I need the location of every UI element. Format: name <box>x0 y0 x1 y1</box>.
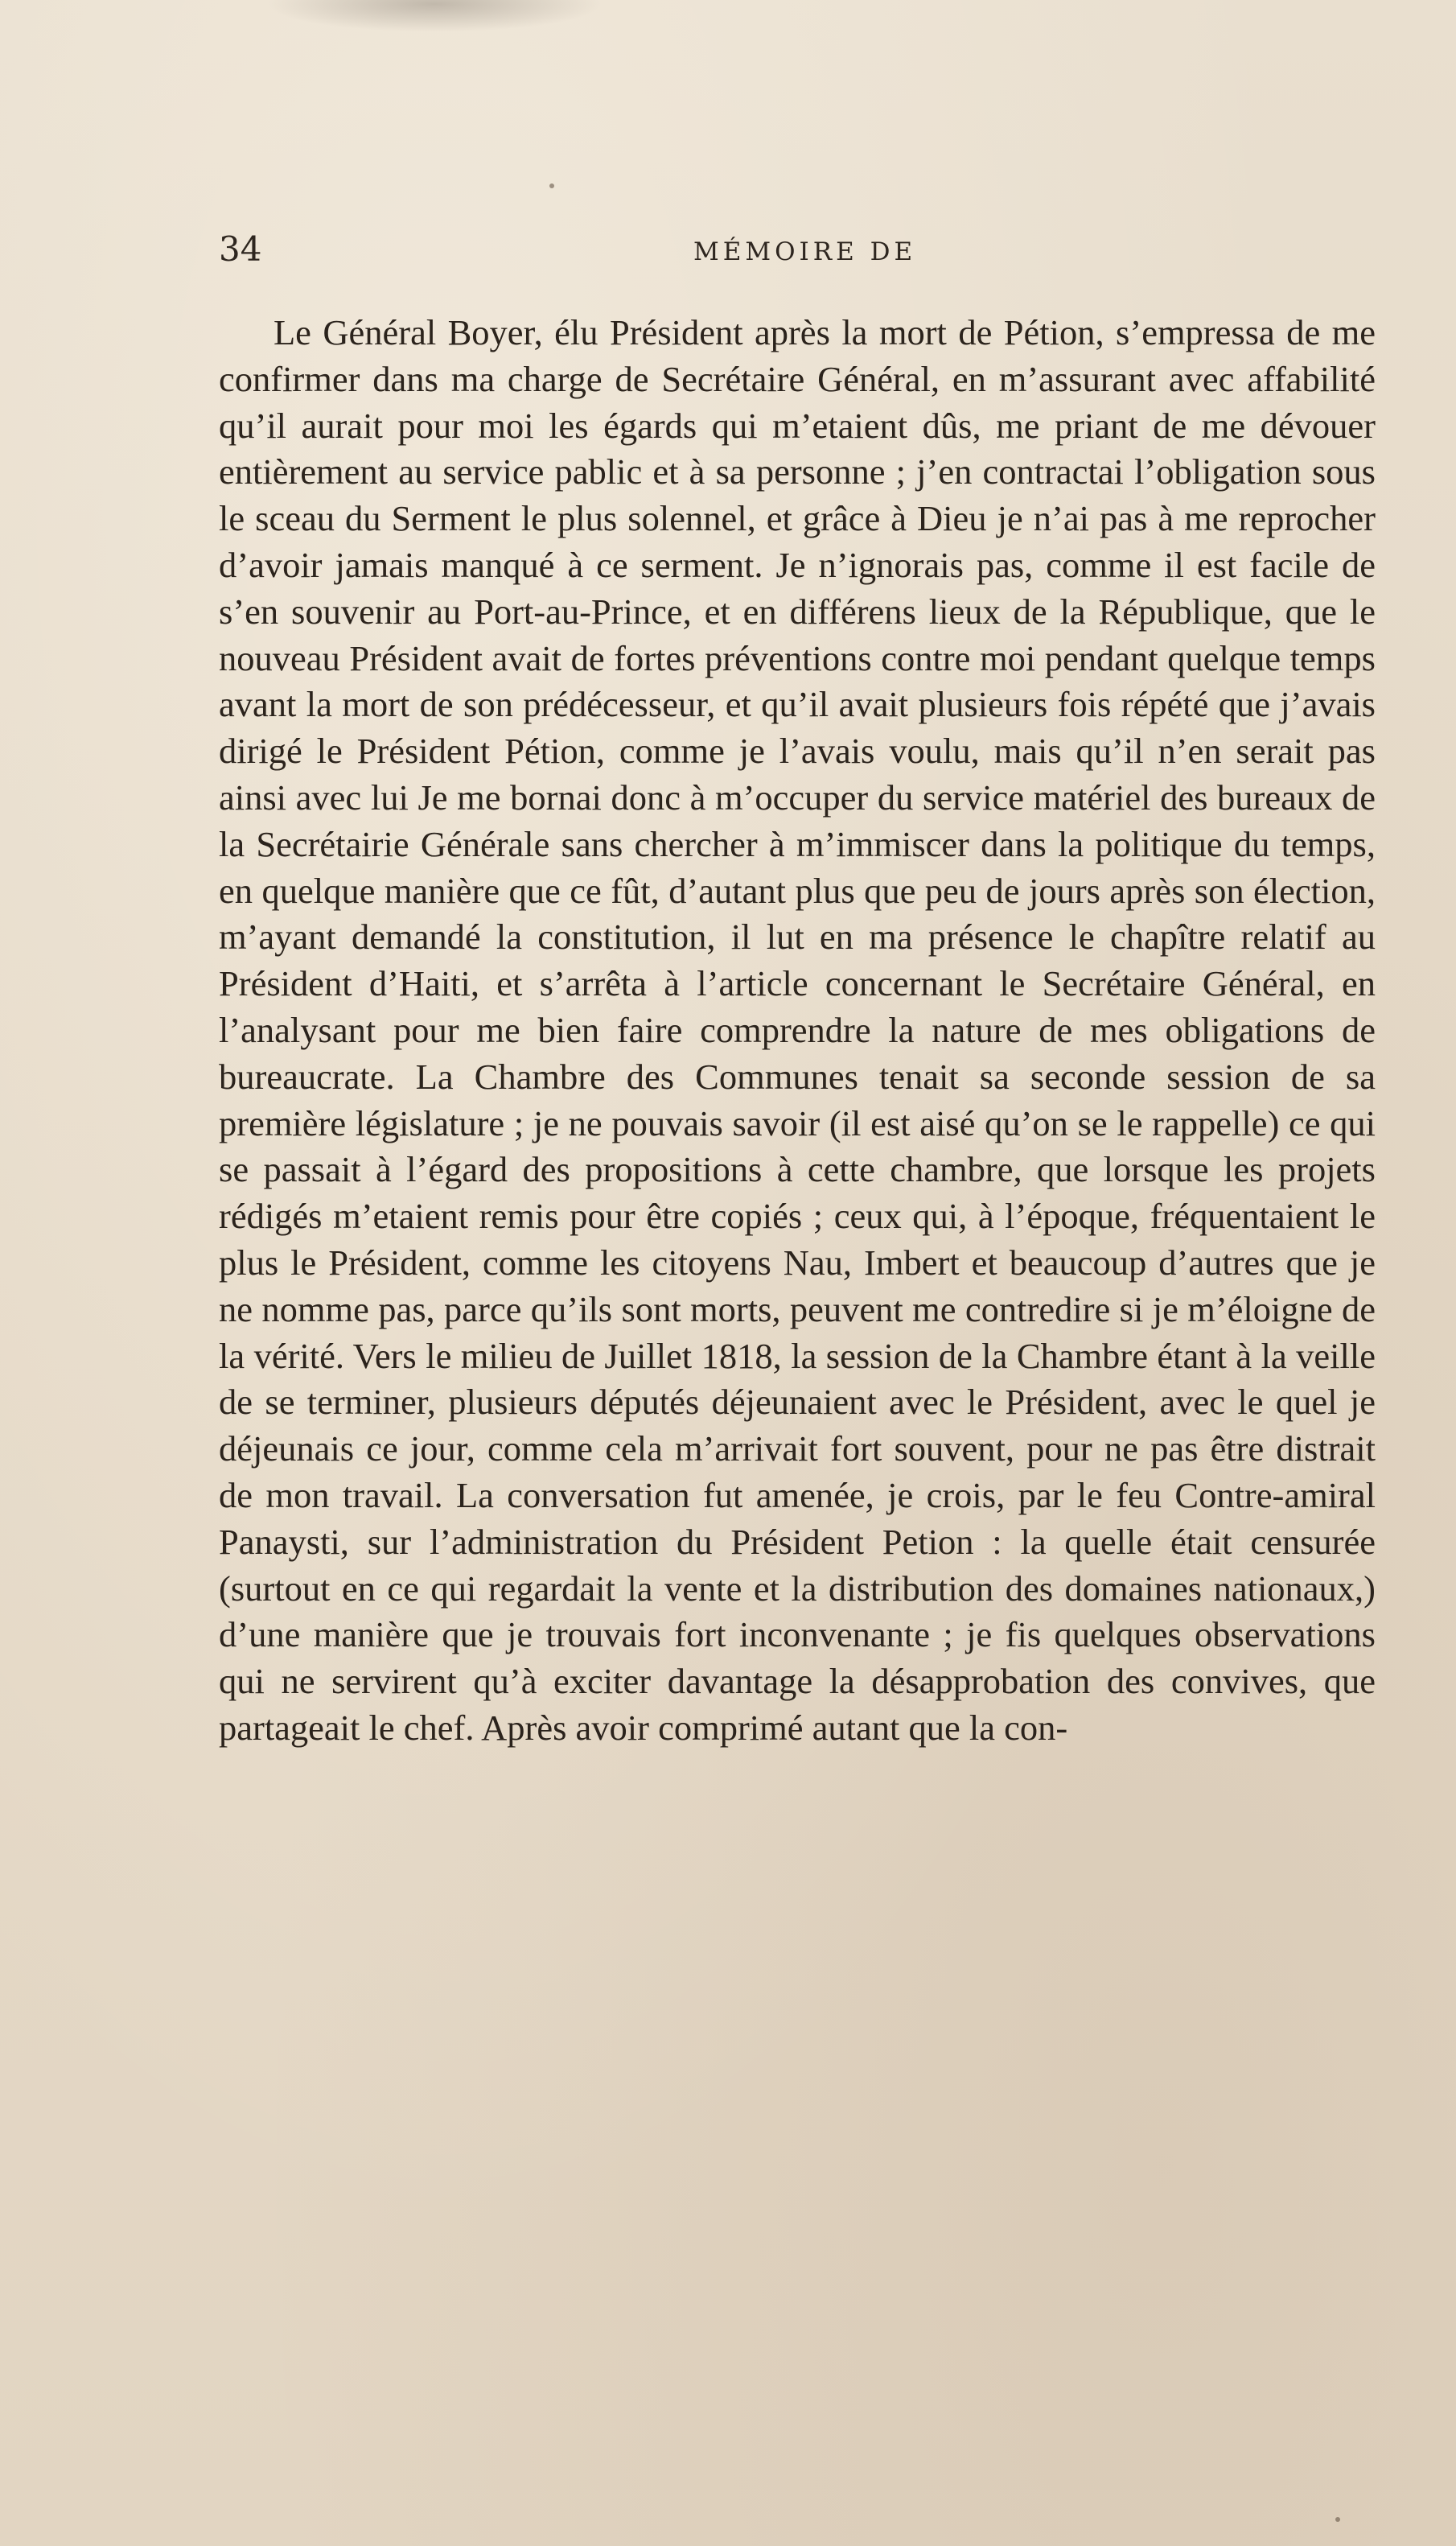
paper-speck <box>1335 2517 1340 2522</box>
paper-speck <box>549 183 554 188</box>
body-paragraph: Le Général Boyer, élu Président après la mort de Pétion, s’empressa de me confirmer dans ma charge de Secrétaire Général, en m’assurant avec affabilité qu’il aurait pour moi les égards qui m’etaient dûs, me priant de me dévouer entièrement au service pablic et à sa personne ; j’en contractai l’obligation sous le sceau du Serment le plus solennel, et grâce à Dieu je n’ai pas à me reprocher d’avoir jamais manqué à ce serment. Je n’ignorais pas, comme il est facile de s’en souvenir au Port-au-Prince, et en différens lieux de la République, que le nouveau Président avait de fortes préventions contre moi pendant quelque temps avant la mort de son prédécesseur, et qu’il avait plusieurs fois répété que j’avais dirigé le Président Pétion, comme je l’avais voulu, mais qu’il n’en serait pas ainsi avec lui Je me bornai donc à m’occuper du service matériel des bureaux de la Secrétairie Générale sans chercher à m’immiscer dans la politique du temps, en quelque manière que ce fût, d’autant plus que peu de jours après son élection, m’ayant demandé la constitution, il lut en ma présence le chapître relatif au Président d’Haiti, et s’arrêta à l’article concernant le Secrétaire Général, en l’analysant pour me bien faire comprendre la nature de mes obligations de bureaucrate. La Chambre des Communes tenait sa seconde session de sa première législature ; je ne pouvais savoir (il est aisé qu’on se le rappelle) ce qui se passait à l’égard des propositions à cette chambre, que lorsque les projets rédigés m’etaient remis pour être copiés ; ceux qui, à l’époque, fréquentaient le plus le Président, comme les citoyens Nau, Imbert et beaucoup d’autres que je ne nomme pas, parce qu’ils sont morts, peuvent me contredire si je m’éloigne de la vérité. Vers le milieu de Juillet 1818, la session de la Chambre étant à la veille de se terminer, plusieurs députés déjeunaient avec le Président, avec le quel je déjeunais ce jour, comme cela m’arrivait fort souvent, pour ne pas être distrait de mon travail. La conversation fut amenée, je crois, par le feu Contre-amiral Panaysti, sur l’administration du Président Petion : la quelle était censurée (surtout en ce qui regardait la vente et la distribution des domaines nationaux,) d’une manière que je trouvais fort inconvenante ; je fis quelques observations qui ne servirent qu’à exciter davantage la désapprobation des convives, que partageait le chef. Après avoir comprimé autant que la con- <box>219 312 1376 1748</box>
page-header <box>219 229 1377 278</box>
running-title: MÉMOIRE DE <box>693 237 917 266</box>
page-number: 34 <box>219 229 262 269</box>
ink-bleed-mark <box>265 0 603 32</box>
